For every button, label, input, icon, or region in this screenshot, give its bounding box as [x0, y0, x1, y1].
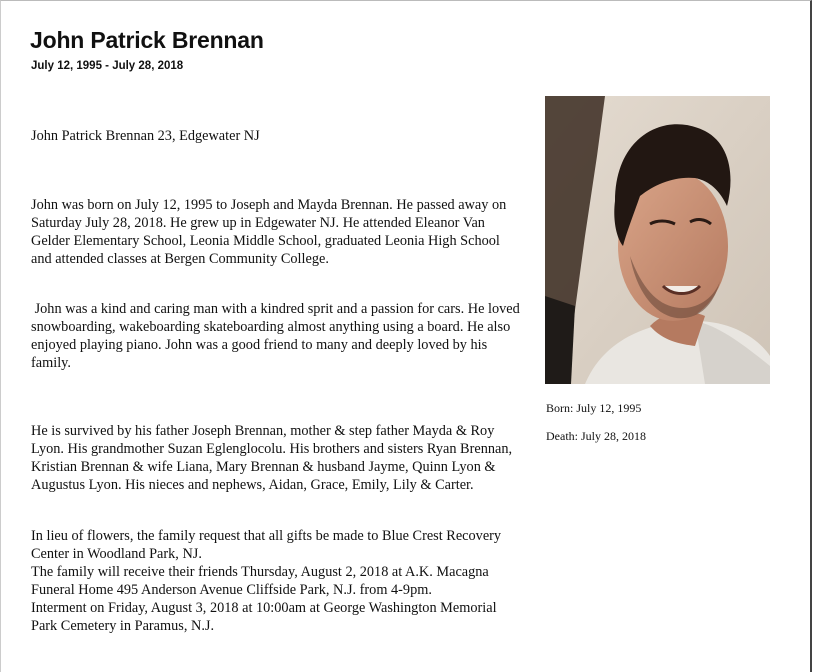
born-date: Born: July 12, 1995: [546, 401, 642, 415]
obituary-paragraph-survivors: He is survived by his father Joseph Brennan, mother & step father Mayda & Roy Lyon. His grandmother Suzan Eglenglocolu. His brothers and sisters Ryan Brennan, Kristian Brennan & wife Liana, Mary Brennan & husband Jayme, Quinn Lyon & Augustus Lyon. His nieces and nephews, Aidan, Grace, Emily, Lily & Carter.: [31, 423, 513, 493]
deceased-name: John Patrick Brennan: [30, 27, 264, 53]
services-line-visitation: The family will receive their friends Thursday, August 2, 2018 at A.K. Macagna Funeral Home 495 Anderson Avenue Cliffside Park, N.J. from 4-9pm.: [31, 564, 489, 598]
life-dates: July 12, 1995 - July 28, 2018: [31, 60, 184, 72]
portrait-photo: [545, 96, 770, 384]
portrait-illustration: [545, 96, 770, 384]
services-line-interment: Interment on Friday, August 3, 2018 at 10:00am at George Washington Memorial Park Cemetery in Paramus, N.J.: [31, 600, 497, 634]
services-line-flowers: In lieu of flowers, the family request that all gifts be made to Blue Crest Recovery Center in Woodland Park, NJ.: [31, 528, 502, 562]
obituary-paragraph-character: John was a kind and caring man with a kindred sprit and a passion for cars. He loved snowboarding, wakeboarding skateboarding almost anything using a board. He also enjoyed playing piano. John was a good friend to many and deeply loved by his family.: [31, 301, 524, 371]
obituary-paragraph-birth: John was born on July 12, 1995 to Joseph and Mayda Brennan. He passed away on Saturday July 28, 2018. He grew up in Edgewater NJ. He attended Eleanor Van Gelder Elementary School, Leonia Middle School, graduated Leonia High School and attended classes at Bergen Community College.: [31, 197, 507, 267]
death-date: Death: July 28, 2018: [546, 429, 646, 443]
obituary-paragraph-services: [31, 527, 521, 635]
obituary-intro: John Patrick Brennan 23, Edgewater NJ: [31, 128, 260, 144]
